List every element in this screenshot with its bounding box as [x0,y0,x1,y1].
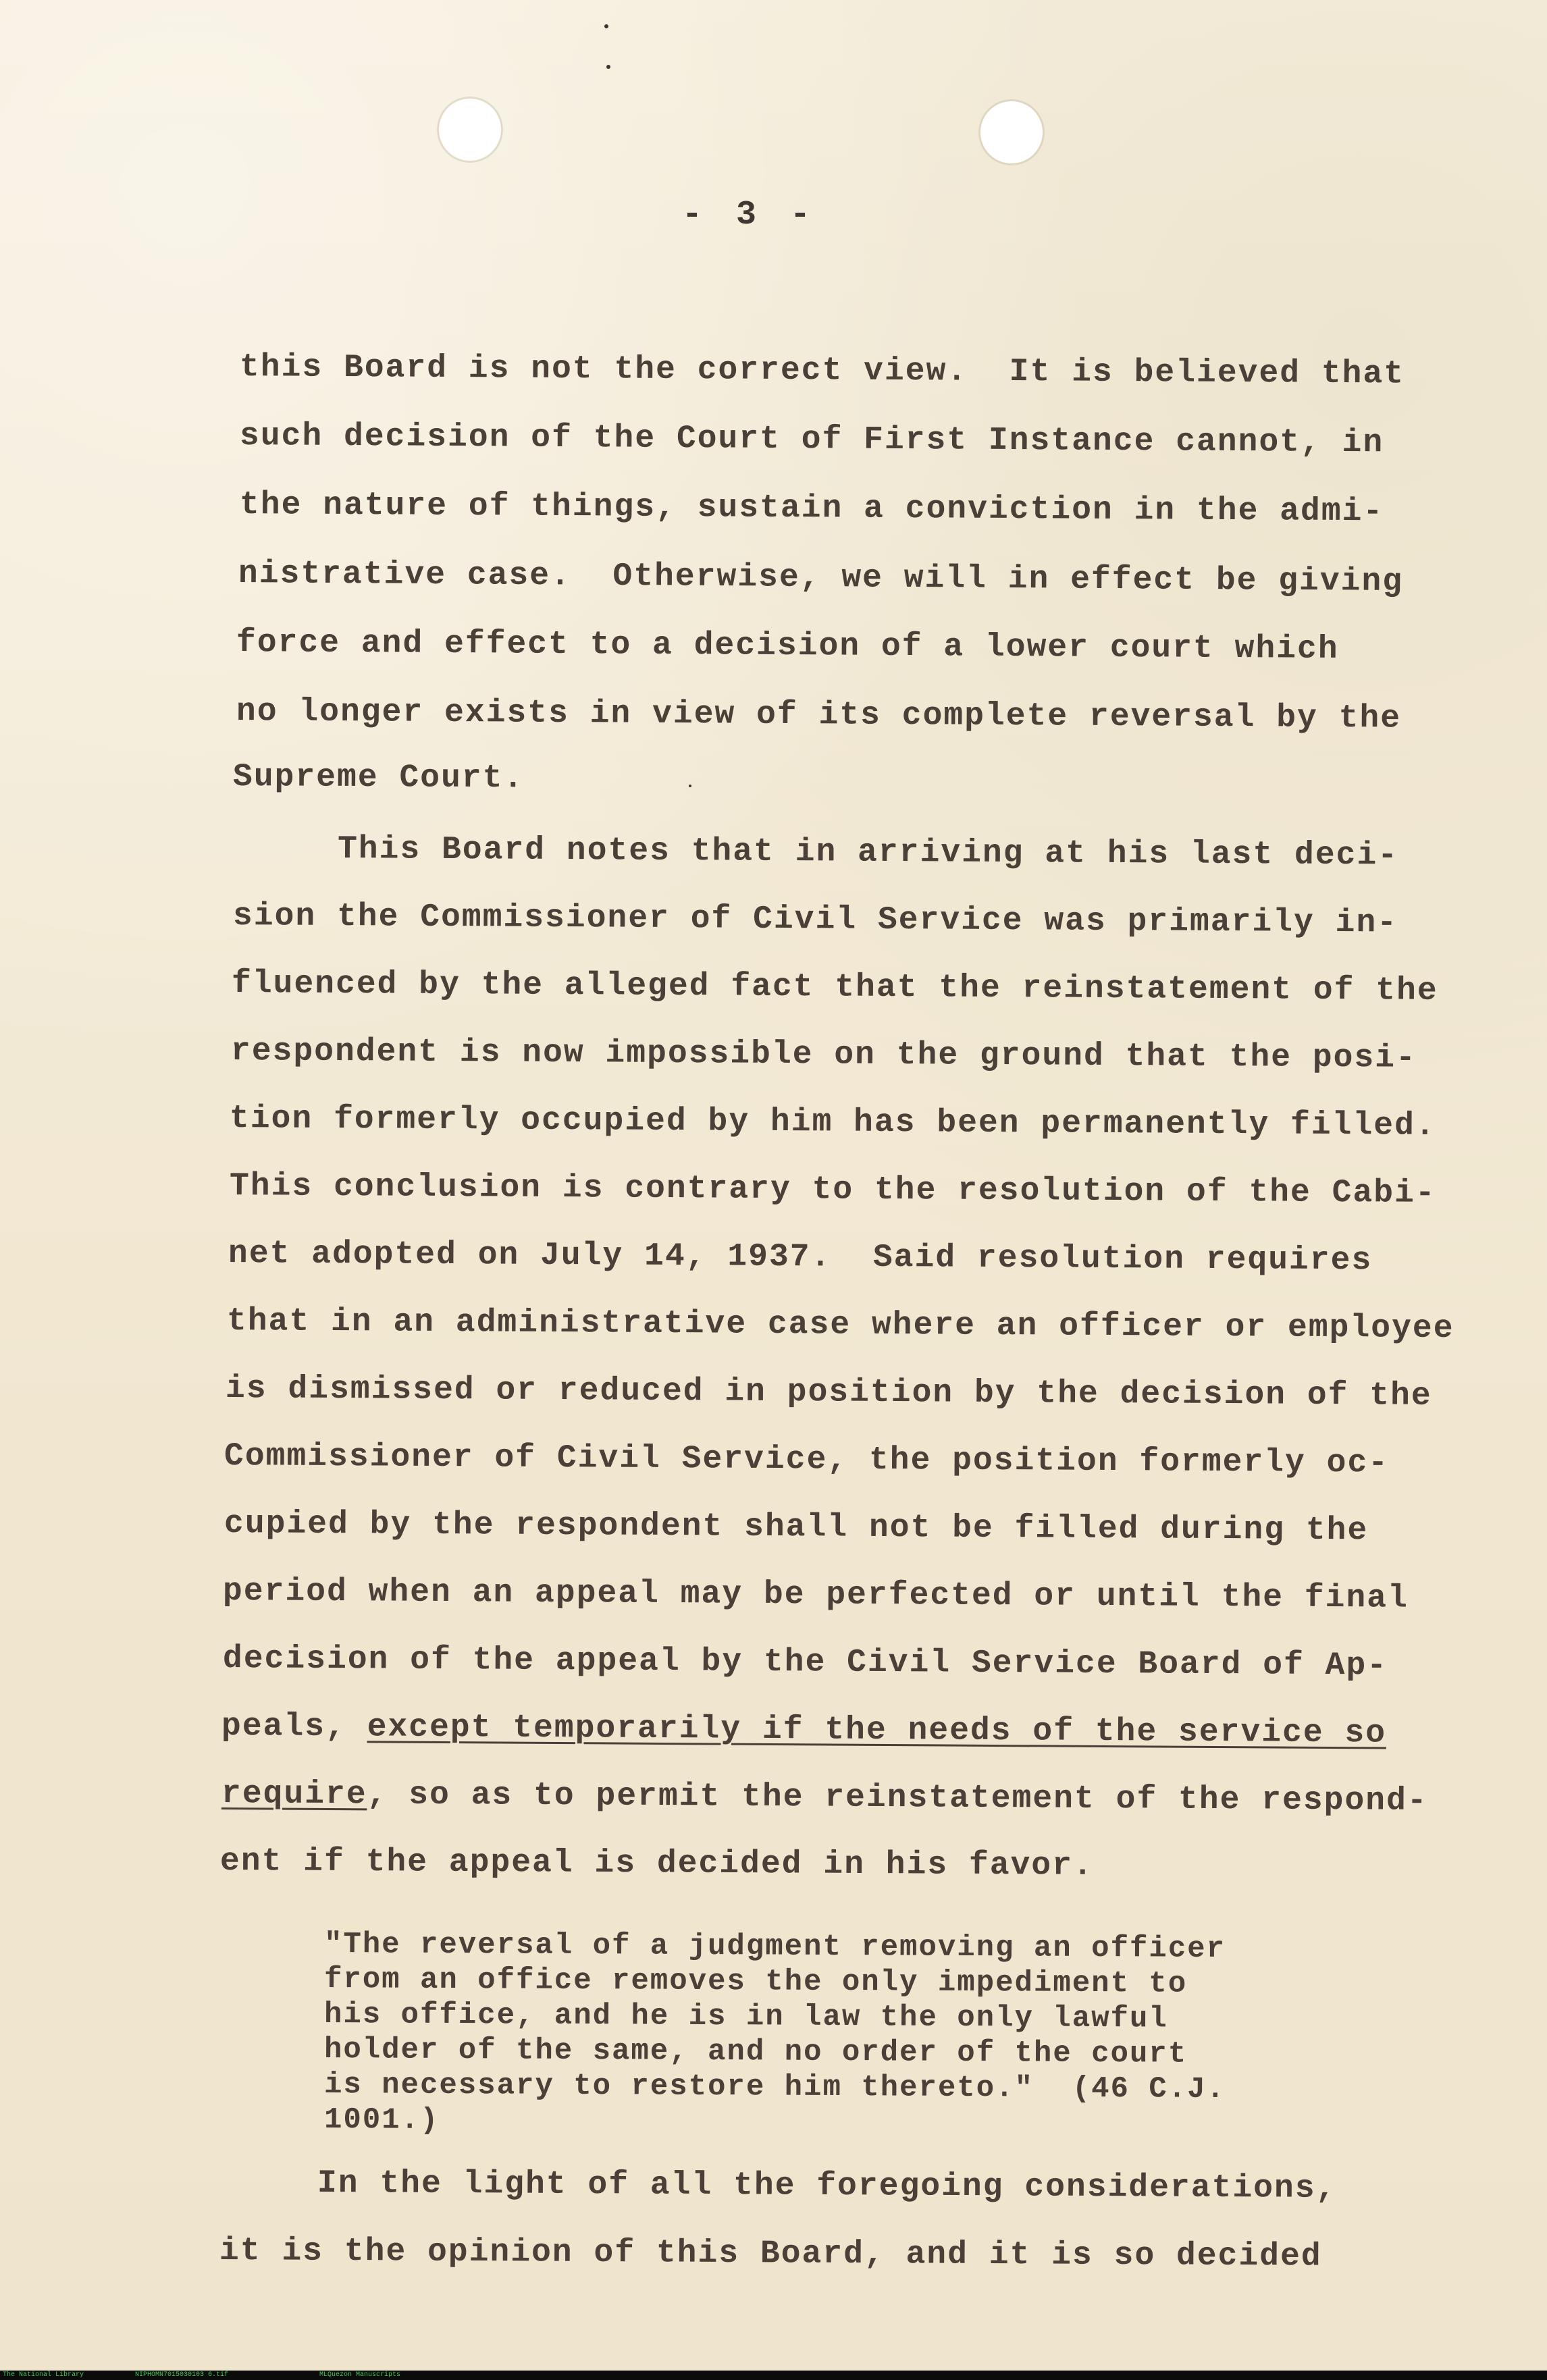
body-line: Supreme Court. [232,759,525,797]
body-line: nistrative case. Otherwise, we will in effect be giving [238,556,1404,601]
line-prefix: peals, [221,1708,367,1746]
underlined-word: require [221,1776,367,1814]
body-line: is dismissed or reduced in position by the decision of the [225,1371,1432,1414]
body-line: force and effect to a decision of a lower court which [236,625,1339,668]
underlined-phrase: except temporarily if the needs of the service so [367,1709,1387,1752]
body-line: cupied by the respondent shall not be filled during the [224,1506,1369,1550]
body-line: that in an administrative case where an officer or employee [226,1303,1454,1348]
body-line: respondent is now impossible on the ground that the posi- [230,1033,1417,1077]
body-line: This Board notes that in arriving at his last deci- [233,830,1399,874]
line-suffix: , so as to permit the reinstatement of the respond- [367,1776,1428,1820]
body-line-with-underline [221,1778,1428,1818]
body-line: decision of the appeal by the Civil Service Board of Ap- [222,1641,1388,1685]
body-line: such decision of the Court of First Instance cannot, in [239,418,1384,462]
body-line: Commissioner of Civil Service, the position formerly oc- [224,1438,1390,1482]
ink-dot [604,24,608,28]
body-line: sion the Commissioner of Civil Service was primarily in- [232,898,1398,942]
body-line: the nature of things, sustain a conviction in the admi- [239,487,1384,531]
archive-footer-middle: NIPHOMN7015030103 6.tif [135,2371,229,2379]
body-line: period when an appeal may be perfected or until the final [222,1573,1409,1617]
body-line: fluenced by the alleged fact that the reinstatement of the [231,966,1438,1009]
quote-line: his office, and he is in law the only lawful [323,1998,1168,2036]
quote-line: is necessary to restore him thereto." (46 C.J. [323,2068,1226,2107]
body-line: net adopted on July 14, 1937. Said resolution requires [228,1236,1373,1279]
page-number: - 3 - [681,196,818,234]
ink-dot [606,65,610,69]
punch-hole-right [980,101,1043,163]
archive-footer-left: The National Library [3,2371,84,2379]
archive-footer-right: MLQuezon Manuscripts [319,2371,401,2379]
body-line-with-underline [221,1710,1386,1750]
quote-line: "The reversal of a judgment removing an officer [323,1928,1226,1966]
quote-line: 1001.) [323,2103,440,2138]
closing-line: In the light of all the foregoing considerations, [317,2165,1337,2207]
body-line: no longer exists in view of its complete reversal by the [236,693,1402,737]
closing-line: it is the opinion of this Board, and it is so decided [219,2233,1322,2275]
quote-line: from an office removes the only impediment to [323,1963,1188,2001]
punch-hole-left [439,99,501,161]
ink-dot [689,785,691,787]
body-line: This conclusion is contrary to the resolution of the Cabi- [229,1168,1436,1212]
archive-footer-bar [0,2371,1547,2380]
body-line: this Board is not the correct view. It is believed that [239,349,1405,393]
body-line: ent if the appeal is decided in his favor. [219,1843,1094,1884]
body-line: tion formerly occupied by him has been permanently filled. [229,1101,1436,1144]
quote-line: holder of the same, and no order of the court [323,2033,1188,2071]
